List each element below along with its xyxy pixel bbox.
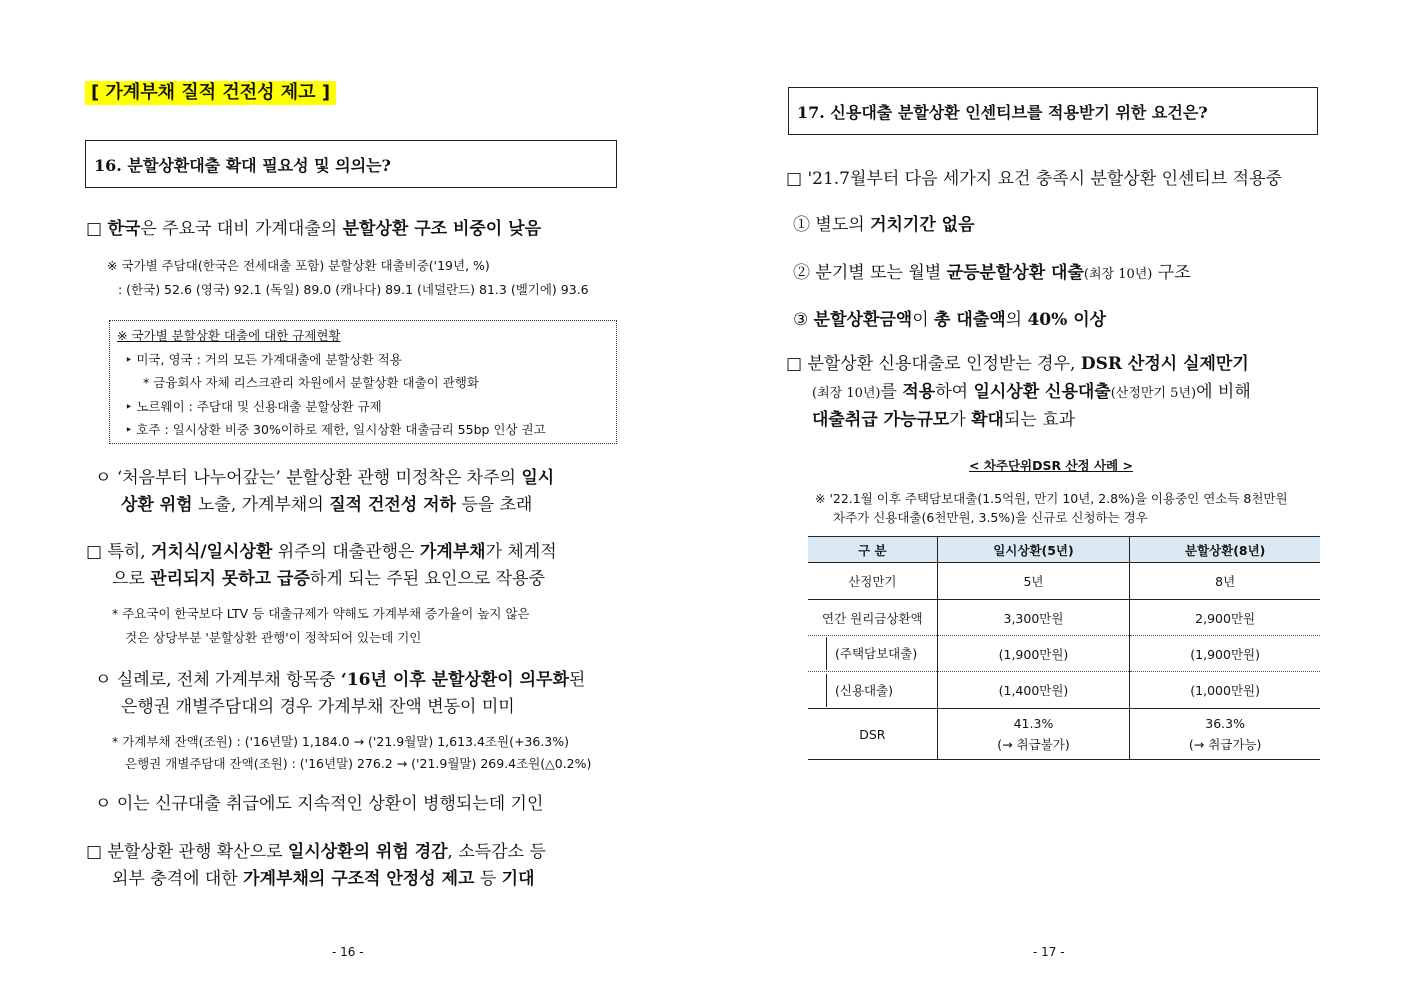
note-ltv-line1: * 주요국이 한국보다 LTV 등 대출규제가 약해도 가계부채 증가율이 높지 않은 [112, 606, 530, 621]
condition-2: ② 분기별 또는 월별 균등분할상환 대출(최장 10년) 구조 [793, 263, 1191, 283]
table-cell: (1,900만원) [937, 636, 1130, 672]
table-cell: DSR [808, 709, 937, 760]
regulation-item: * 금융회사 자체 리스크관리 차원에서 분할상환 대출이 관행화 [143, 375, 479, 390]
paragraph-requirements: □ '21.7월부터 다음 세가지 요건 충족시 분할상환 인센티브 적용중 [786, 169, 1282, 189]
paragraph-korea-share: □ 한국은 주요국 대비 가계대출의 분할상환 구조 비중이 낮음 [86, 219, 541, 239]
condition-1: ① 별도의 거치기간 없음 [793, 215, 975, 235]
regulation-box [109, 320, 617, 444]
table-header: 분할상환(8년) [1130, 537, 1320, 563]
table-row [808, 563, 1320, 600]
section-header: [ 가계부채 질적 건전성 제고 ] [85, 81, 336, 105]
table-cell: 36.3% (→ 취급가능) [1130, 709, 1320, 760]
case-note-line1: ※ '22.1월 이후 주택담보대출(1.5억원, 만기 10년, 2.8%)을 이용중인 연소득 8천만원 [815, 491, 1288, 506]
paragraph-dsr-line3: 대출취급 가능규모가 확대되는 효과 [812, 410, 1076, 430]
table-cell: (1,900만원) [1130, 636, 1320, 672]
regulation-item: ‣ 미국, 영국 : 거의 모든 가계대출에 분할상환 적용 [125, 351, 402, 367]
regulation-item: ‣ 호주 : 일시상환 비중 30%이하로 제한, 일시상환 대출금리 55bp 인상 권고 [125, 422, 546, 437]
case-note-line2: 차주가 신용대출(6천만원, 3.5%)을 신규로 신청하는 경우 [833, 510, 1148, 525]
paragraph-loan-practice-line2: 으로 관리되지 못하고 급증하게 되는 주된 요인으로 작용중 [112, 569, 545, 589]
table-cell: 8년 [1130, 563, 1320, 600]
note-balance-line1: * 가계부채 잔액(조원) : ('16년말) 1,184.0 → ('21.9월말) 1,613.4조원(+36.3%) [112, 734, 570, 749]
question-17-box [788, 87, 1318, 135]
table-row [808, 672, 1320, 709]
paragraph-dsr-line2: (최장 10년)를 적용하여 일시상환 신용대출(산정만기 5년)에 비해 [812, 382, 1251, 402]
sub-row-label: (주택담보대출) [826, 637, 917, 670]
table-row [808, 600, 1320, 636]
table-cell: (1,400만원) [937, 672, 1130, 709]
bullet-practice-line1: ㅇ ‘처음부터 나누어갚는’ 분할상환 관행 미정착은 차주의 일시 [95, 468, 555, 488]
condition-3: ③ 분할상환금액이 총 대출액의 40% 이상 [793, 310, 1107, 330]
table-header: 구 분 [808, 537, 937, 563]
table-cell: 5년 [937, 563, 1130, 600]
paragraph-expectation-line1: □ 분할상환 관행 확산으로 일시상환의 위험 경감, 소득감소 등 [86, 842, 546, 862]
table-cell: 2,900만원 [1130, 600, 1320, 636]
table-row [808, 709, 1320, 760]
table-cell: 41.3% (→ 취급불가) [937, 709, 1130, 760]
paragraph-expectation-line2: 외부 충격에 대한 가계부채의 구조적 안정성 제고 등 기대 [112, 869, 535, 889]
table-cell [808, 636, 937, 672]
paragraph-dsr-line1: □ 분할상환 신용대출로 인정받는 경우, DSR 산정시 실제만기 [786, 354, 1249, 374]
paragraph-loan-practice-line1: □ 특히, 거치식/일시상환 위주의 대출관행은 가계부채가 체계적 [86, 542, 557, 562]
bullet-example-line2: 은행권 개별주담대의 경우 가계부채 잔액 변동이 미미 [121, 697, 515, 717]
case-title: < 차주단위DSR 산정 사례 > [969, 458, 1133, 473]
question-16-box [85, 140, 617, 188]
table-cell: 산정만기 [808, 563, 937, 600]
table-header-row [808, 537, 1320, 563]
note-balance-line2: 은행권 개별주담대 잔액(조원) : ('16년말) 276.2 → ('21.9월말) 269.4조원(△0.2%) [125, 756, 592, 771]
regulation-title: ※ 국가별 분할상환 대출에 대한 규제현황 [117, 328, 341, 343]
bullet-repayment: ㅇ 이는 신규대출 취급에도 지속적인 상환이 병행되는데 기인 [95, 794, 544, 814]
question-17-title: 17. 신용대출 분할상환 인센티브를 적용받기 위한 요건은? [797, 102, 1208, 122]
table-cell: 연간 원리금상환액 [808, 600, 937, 636]
bullet-example-line1: ㅇ 실례로, 전체 가계부채 항목중 ‘16년 이후 분할상환이 의무화된 [95, 670, 586, 690]
regulation-item: ‣ 노르웨이 : 주담대 및 신용대출 분할상환 규제 [125, 398, 382, 414]
sub-row-label: (신용대출) [826, 674, 893, 707]
note-ltv-line2: 것은 상당부분 '분할상환 관행'이 정착되어 있는데 기인 [125, 630, 422, 645]
table-cell: (1,000만원) [1130, 672, 1320, 709]
table-header: 일시상환(5년) [937, 537, 1130, 563]
table-cell [808, 672, 937, 709]
dsr-case-table [808, 536, 1320, 760]
page-number-left: - 16 - [332, 945, 364, 959]
table-cell: 3,300만원 [937, 600, 1130, 636]
table-row [808, 636, 1320, 672]
question-16-title: 16. 분할상환대출 확대 필요성 및 의의는? [94, 155, 391, 175]
note-country-share-title: ※ 국가별 주담대(한국은 전세대출 포함) 분할상환 대출비중('19년, %) [107, 258, 490, 273]
note-country-share-values: : (한국) 52.6 (영국) 92.1 (독일) 89.0 (캐나다) 89.1 (네덜란드) 81.3 (벨기에) 93.6 [118, 282, 589, 297]
bullet-practice-line2: 상환 위험 노출, 가계부채의 질적 건전성 저하 등을 초래 [121, 495, 533, 515]
page-number-right: - 17 - [1033, 945, 1065, 959]
